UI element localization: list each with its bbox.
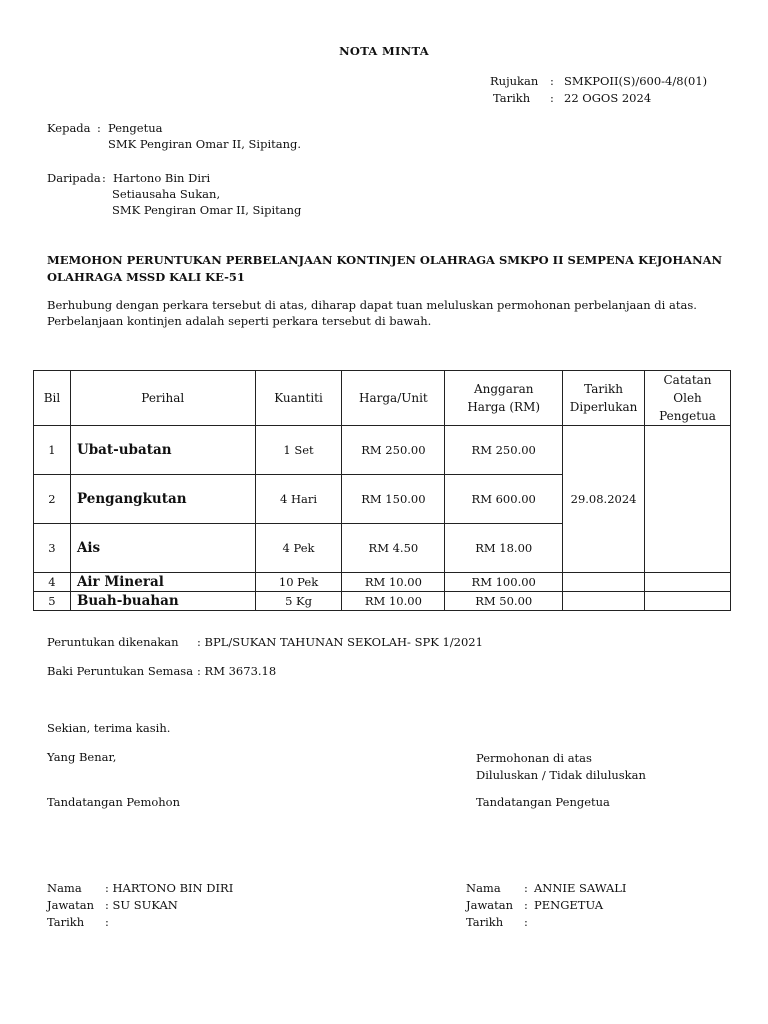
pengetua-nama-colon: : [524,880,528,895]
pengetua-jawatan-value: PENGETUA [534,897,604,912]
row-bil: 1 [34,426,71,475]
tandatangan-pemohon: Tandatangan Pemohon [47,795,181,809]
header-tarikh [563,371,645,426]
baki-label: Baki Peruntukan Semasa [47,664,194,678]
row-perihal: Ais [70,524,255,573]
peruntukan-value: : BPL/SUKAN TAHUNAN SEKOLAH- SPK 1/2021 [197,635,483,649]
row-bil: 5 [34,592,71,611]
row-anggaran: RM 50.00 [445,592,563,611]
row-perihal: Buah-buahan [70,592,255,611]
pemohon-jawatan-label: Jawatan [47,897,95,912]
subject-heading: MEMOHON PERUNTUKAN PERBELANJAAN KONTINJEN OLAHRAGA SMKPO II SEMPENA KEJOHANAN OLAHRAGA MSSD KALI KE-51 [47,253,723,284]
row-harga: RM 10.00 [342,592,445,611]
pengetua-tarikh-label: Tarikh [466,914,504,929]
pemohon-tarikh-value: : [105,914,109,929]
kepada-label: Kepada [47,121,91,135]
catatan-cell [645,426,731,573]
intro-line2: Perbelanjaan kontinjen adalah seperti perkara tersebut di bawah. [47,314,432,328]
pengetua-tarikh-colon: : [524,914,528,929]
header-anggaran-line2: Harga (RM) [467,400,541,414]
row-harga: RM 10.00 [342,573,445,592]
pengetua-details [466,879,626,930]
daripada-line3: SMK Pengiran Omar II, Sipitang [112,203,302,217]
daripada-line1: Hartono Bin Diri [113,171,211,185]
rujukan-label: Rujukan [490,73,539,88]
header-catatan-line2: Pengetua [659,409,716,423]
baki-row [47,664,276,678]
row-anggaran: RM 18.00 [445,524,563,573]
permohonan-line1: Permohonan di atas [476,751,592,765]
table-row [34,592,731,611]
header-catatan [645,371,731,426]
row-kuantiti: 5 Kg [255,592,342,611]
intro-paragraph [47,297,737,329]
daripada-colon: : [102,171,106,185]
pengetua-nama-value: ANNIE SAWALI [534,880,627,895]
baki-value: : RM 3673.18 [197,664,277,678]
intro-line1: Berhubung dengan perkara tersebut di atas, diharap dapat tuan meluluskan permohonan perbelanjaan di atas. [47,298,697,312]
header-catatan-line1: Catatan Oleh [663,373,712,405]
row-anggaran: RM 100.00 [445,573,563,592]
permohonan-block [476,750,646,784]
row-tarikh [563,573,645,592]
row-harga: RM 150.00 [342,475,445,524]
kepada-line1: Pengetua [108,121,163,135]
pemohon-nama-value: : HARTONO BIN DIRI [105,880,234,895]
header-tarikh-line2: Diperlukan [569,400,638,414]
rujukan-value: SMKPOII(S)/600-4/8(01) [564,73,708,88]
kepada-line2: SMK Pengiran Omar II, Sipitang. [108,137,302,151]
yang-benar-text: Yang Benar, [47,750,117,764]
kepada-colon: : [97,121,101,135]
row-catatan [645,592,731,611]
closing-text: Sekian, terima kasih. [47,721,171,735]
row-catatan [645,573,731,592]
permohonan-line2: Diluluskan / Tidak diluluskan [476,768,646,782]
document-title: NOTA MINTA [339,44,429,58]
tarikh-colon: : [550,90,554,105]
pengetua-jawatan-label: Jawatan [466,897,514,912]
tarikh-value: 22 OGOS 2024 [564,90,652,105]
row-kuantiti: 10 Pek [255,573,342,592]
row-bil: 2 [34,475,71,524]
peruntukan-label: Peruntukan dikenakan [47,635,179,649]
pemohon-details [47,879,233,930]
row-perihal: Ubat-ubatan [70,426,255,475]
reference-block [490,72,707,106]
row-bil: 4 [34,573,71,592]
pengetua-jawatan-colon: : [524,897,528,912]
daripada-line2: Setiausaha Sukan, [112,187,221,201]
expense-table [33,370,731,611]
row-harga: RM 4.50 [342,524,445,573]
table-row [34,426,731,475]
header-anggaran-line1: Anggaran [473,382,534,396]
tandatangan-pengetua: Tandatangan Pengetua [476,795,610,809]
pemohon-nama-label: Nama [47,880,82,895]
daripada-label: Daripada [47,171,101,185]
row-perihal: Pengangkutan [70,475,255,524]
row-tarikh [563,592,645,611]
tarikh-label: Tarikh [493,90,531,105]
table-row [34,573,731,592]
header-kuantiti: Kuantiti [255,371,342,426]
pemohon-tarikh-label: Tarikh [47,914,85,929]
header-anggaran [445,371,563,426]
pengetua-nama-label: Nama [466,880,501,895]
rujukan-colon: : [550,73,554,88]
header-perihal: Perihal [70,371,255,426]
kepada-block [47,120,301,152]
pemohon-jawatan-value: : SU SUKAN [105,897,178,912]
tarikh-diperlukan-cell: 29.08.2024 [563,426,645,573]
daripada-block [47,170,301,218]
row-bil: 3 [34,524,71,573]
row-kuantiti: 4 Pek [255,524,342,573]
header-harga: Harga/Unit [342,371,445,426]
row-anggaran: RM 250.00 [445,426,563,475]
row-kuantiti: 1 Set [255,426,342,475]
table-header-row [34,371,731,426]
header-bil: Bil [34,371,71,426]
row-kuantiti: 4 Hari [255,475,342,524]
row-anggaran: RM 600.00 [445,475,563,524]
row-harga: RM 250.00 [342,426,445,475]
peruntukan-row [47,635,483,649]
header-tarikh-line1: Tarikh [584,382,623,396]
row-perihal: Air Mineral [70,573,255,592]
